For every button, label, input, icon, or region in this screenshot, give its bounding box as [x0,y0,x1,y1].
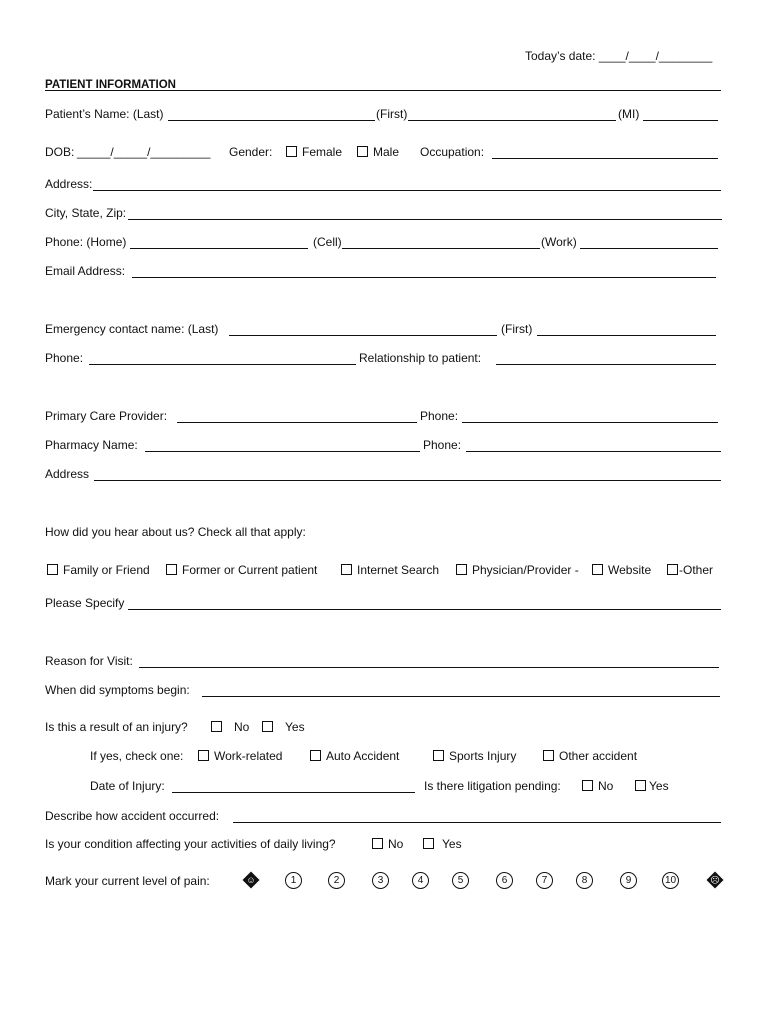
pain-label: Mark your current level of pain: [45,874,210,888]
injury-no-checkbox[interactable] [211,721,222,732]
referral-option-other[interactable]: -Other [667,563,713,577]
referral-option-internet[interactable]: Internet Search [341,563,439,577]
emergency-first-label: (First) [501,322,533,336]
injury-type-other[interactable]: Other accident [543,749,637,763]
litigation-no-checkbox[interactable] [582,780,593,791]
auto-accident-checkbox[interactable] [310,750,321,761]
pain-level-2[interactable]: 2 [328,872,345,889]
mi-label: (MI) [618,107,640,121]
city-state-zip-field[interactable] [128,206,722,220]
pharmacy-address-label: Address [45,467,90,481]
section-title: PATIENT INFORMATION [45,79,176,91]
injury-yes-checkbox[interactable] [262,721,273,732]
pharmacy-label: Pharmacy Name: [45,438,138,452]
injury-type-work[interactable]: Work-related [198,749,282,763]
city-state-zip-label: City, State, Zip: [45,206,127,220]
reason-field[interactable] [139,654,719,668]
pain-level-10[interactable]: 10 [662,872,679,889]
specify-label: Please Specify [45,596,125,610]
other-checkbox[interactable] [667,564,678,575]
sports-injury-checkbox[interactable] [433,750,444,761]
referral-option-former-patient[interactable]: Former or Current patient [166,563,317,577]
describe-label: Describe how accident occurred: [45,809,220,823]
male-checkbox[interactable] [357,146,368,157]
pain-level-6[interactable]: 6 [496,872,513,889]
daily-yes-checkbox[interactable] [423,838,434,849]
work-phone-label: (Work) [541,235,577,249]
happy-face-icon: ☺ [245,874,257,889]
work-phone-field[interactable] [580,235,718,249]
dob-field[interactable]: _____/_____/_________ [77,145,211,159]
dob-label: DOB: [45,145,75,159]
litigation-no-option[interactable]: No [582,779,613,793]
injury-date-field[interactable] [172,779,415,793]
sad-face-icon: ☹ [709,874,721,889]
referral-option-family[interactable]: Family or Friend [47,563,150,577]
gender-label: Gender: [229,145,273,159]
litigation-yes-checkbox[interactable] [635,780,646,791]
male-option[interactable]: Male [357,145,399,159]
work-related-checkbox[interactable] [198,750,209,761]
pcp-field[interactable] [177,409,417,423]
last-name-label: Patient’s Name: (Last) [45,107,164,121]
pain-level-9[interactable]: 9 [620,872,637,889]
website-checkbox[interactable] [592,564,603,575]
daily-no-option[interactable]: No [372,837,403,851]
referral-question: How did you hear about us? Check all that apply: [45,525,306,539]
emergency-last-label: Emergency contact name: (Last) [45,322,219,336]
pharmacy-field[interactable] [145,438,420,452]
pcp-phone-label: Phone: [420,409,459,423]
pharmacy-phone-label: Phone: [423,438,462,452]
address-label: Address: [45,177,93,191]
female-checkbox[interactable] [286,146,297,157]
referral-option-physician[interactable]: Physician/Provider - [456,563,579,577]
physician-checkbox[interactable] [456,564,467,575]
injury-type-sports[interactable]: Sports Injury [433,749,516,763]
former-patient-checkbox[interactable] [166,564,177,575]
litigation-label: Is there litigation pending: [424,779,561,793]
pain-level-8[interactable]: 8 [576,872,593,889]
todays-date-label: Today’s date: ____/____/________ [525,49,713,63]
relationship-field[interactable] [496,351,716,365]
injury-no-option[interactable]: No [211,720,249,734]
family-checkbox[interactable] [47,564,58,575]
daily-living-question: Is your condition affecting your activities of daily living? [45,837,336,851]
injury-type-auto[interactable]: Auto Accident [310,749,399,763]
address-field[interactable] [93,177,721,191]
pcp-phone-field[interactable] [462,409,718,423]
internet-checkbox[interactable] [341,564,352,575]
daily-no-checkbox[interactable] [372,838,383,849]
email-label: Email Address: [45,264,126,278]
injury-question: Is this a result of an injury? [45,720,188,734]
specify-field[interactable] [128,596,721,610]
first-name-field[interactable] [408,107,616,121]
section-rule [45,77,721,91]
describe-field[interactable] [233,809,721,823]
email-field[interactable] [132,264,716,278]
emergency-phone-field[interactable] [89,351,356,365]
emergency-last-field[interactable] [229,322,497,336]
relationship-label: Relationship to patient: [359,351,482,365]
symptoms-field[interactable] [202,683,720,697]
emergency-phone-label: Phone: [45,351,84,365]
referral-option-website[interactable]: Website [592,563,651,577]
cell-phone-field[interactable] [342,235,540,249]
pain-level-5[interactable]: 5 [452,872,469,889]
home-phone-label: Phone: (Home) [45,235,127,249]
pcp-label: Primary Care Provider: [45,409,168,423]
last-name-field[interactable] [168,107,375,121]
check-one-label: If yes, check one: [90,749,184,763]
injury-yes-option[interactable]: Yes [262,720,305,734]
daily-yes-option[interactable]: Yes [423,837,462,851]
first-name-label: (First) [376,107,408,121]
female-option[interactable]: Female [286,145,342,159]
date-input[interactable]: ____/____/________ [598,49,713,63]
pain-level-7[interactable]: 7 [536,872,553,889]
symptoms-label: When did symptoms begin: [45,683,190,697]
pain-level-3[interactable]: 3 [372,872,389,889]
pain-level-4[interactable]: 4 [412,872,429,889]
pain-level-1[interactable]: 1 [285,872,302,889]
reason-label: Reason for Visit: [45,654,133,668]
mi-field[interactable] [643,107,718,121]
home-phone-field[interactable] [130,235,308,249]
occupation-label: Occupation: [420,145,485,159]
occupation-field[interactable] [492,145,718,159]
pharmacy-phone-field[interactable] [466,438,721,452]
cell-phone-label: (Cell) [313,235,342,249]
pharmacy-address-field[interactable] [94,467,721,481]
litigation-yes-option[interactable]: Yes [635,779,669,793]
other-accident-checkbox[interactable] [543,750,554,761]
injury-date-label: Date of Injury: [90,779,165,793]
emergency-first-field[interactable] [537,322,716,336]
